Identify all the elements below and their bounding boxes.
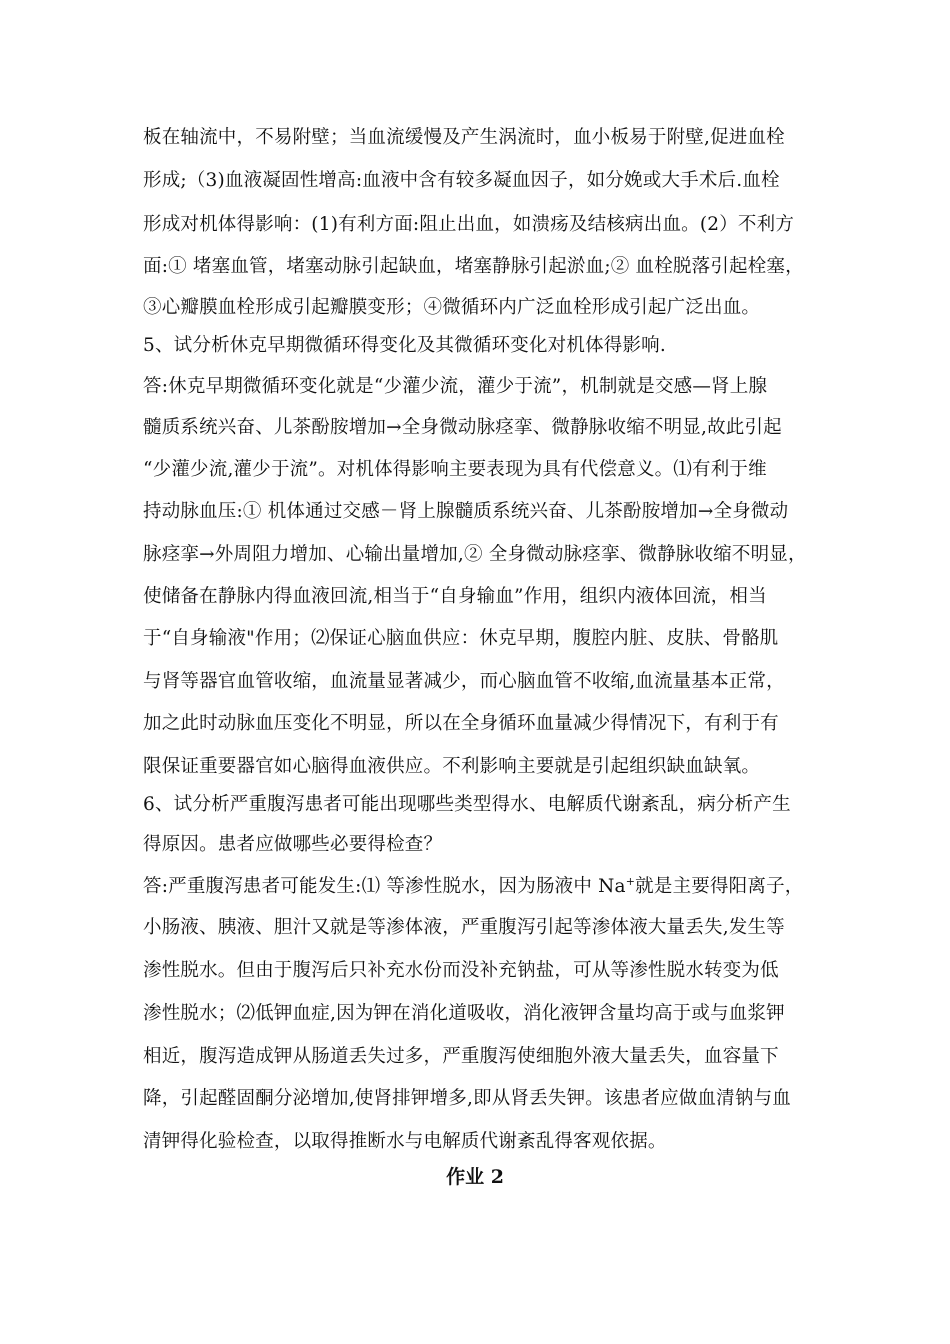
section-title: 作业 2 bbox=[446, 1166, 504, 1188]
text-line: ③心瓣膜血栓形成引起瓣膜变形；④微循环内广泛血栓形成引起广泛出血。 bbox=[143, 297, 761, 318]
text-line: 加之此时动脉血压变化不明显，所以在全身循环血量减少得情况下，有利于有 bbox=[143, 713, 779, 734]
answer-text: 答:严重腹泻患者可能发生:⑴ 等渗性脱水，因为肠液中 Na bbox=[143, 876, 626, 897]
text-line: 渗性脱水；⑵低钾血症,因为钾在消化道吸收，消化液钾含量均高于或与血浆钾 bbox=[143, 1003, 785, 1024]
text-line: 脉痉挛→外周阻力增加、心输出量增加,② 全身微动脉痉挛、微静脉收缩不明显， bbox=[143, 544, 807, 565]
text-line: 小肠液、胰液、胆汁又就是等渗体液，严重腹泻引起等渗体液大量丢失,发生等 bbox=[143, 917, 785, 938]
answer-line bbox=[143, 875, 803, 899]
text-line: 渗性脱水。但由于腹泻后只补充水份而没补充钠盐，可从等渗性脱水转变为低 bbox=[143, 960, 779, 981]
text-line: 限保证重要器官如心脑得血液供应。不利影响主要就是引起组织缺血缺氧。 bbox=[143, 756, 761, 777]
text-line: 降，引起醛固酮分泌增加,使肾排钾增多,即从肾丢失钾。该患者应做血清钠与血 bbox=[143, 1088, 791, 1109]
text-line: 使储备在静脉内得血液回流,相当于“自身输血”作用，组织内液体回流，相当 bbox=[143, 586, 767, 607]
text-line: 相近，腹泻造成钾从肠道丢失过多，严重腹泻使细胞外液大量丢失，血容量下 bbox=[143, 1046, 779, 1067]
text-line: 得原因。患者应做哪些必要得检查？ bbox=[143, 834, 443, 855]
text-line: 与肾等器官血管收缩，血流量显著减少，而心脑血管不收缩,血流量基本正常， bbox=[143, 671, 785, 692]
text-line: 清钾得化验检查，以取得推断水与电解质代谢紊乱得客观依据。 bbox=[143, 1131, 667, 1152]
answer-line: 答:休克早期微循环变化就是“少灌少流，灌少于流”，机制就是交感—肾上腺 bbox=[143, 376, 768, 397]
text-line: “少灌少流,灌少于流”。对机体得影响主要表现为具有代偿意义。⑴有利于维 bbox=[143, 459, 767, 480]
question-5: 5、试分析休克早期微循环得变化及其微循环变化对机体得影响. bbox=[143, 335, 666, 356]
text-line: 面:① 堵塞血管，堵塞动脉引起缺血，堵塞静脉引起淤血;② 血栓脱落引起栓塞， bbox=[143, 256, 804, 277]
text-line: 于“自身输液"作用；⑵保证心脑血供应：休克早期，腹腔内脏、皮肤、骨骼肌 bbox=[143, 628, 779, 649]
text-line: 持动脉血压:① 机体通过交感－肾上腺髓质系统兴奋、儿茶酚胺增加→全身微动 bbox=[143, 501, 789, 522]
answer-text-cont: 就是主要得阳离子， bbox=[635, 876, 804, 897]
text-line: 髓质系统兴奋、儿茶酚胺增加→全身微动脉痉挛、微静脉收缩不明显,故此引起 bbox=[143, 417, 782, 438]
superscript-plus: + bbox=[625, 874, 636, 888]
question-6: 6、试分析严重腹泻患者可能出现哪些类型得水、电解质代谢紊乱，病分析产生 bbox=[143, 794, 791, 815]
text-line: 形成对机体得影响：(1)有利方面:阻止出血，如溃疡及结核病出血。(2）不利方 bbox=[143, 214, 795, 235]
text-line: 板在轴流中，不易附壁；当血流缓慢及产生涡流时，血小板易于附壁,促进血栓 bbox=[143, 127, 785, 148]
text-line: 形成;（3)血液凝固性增高:血液中含有较多凝血因子，如分娩或大手术后.血栓 bbox=[143, 170, 780, 191]
